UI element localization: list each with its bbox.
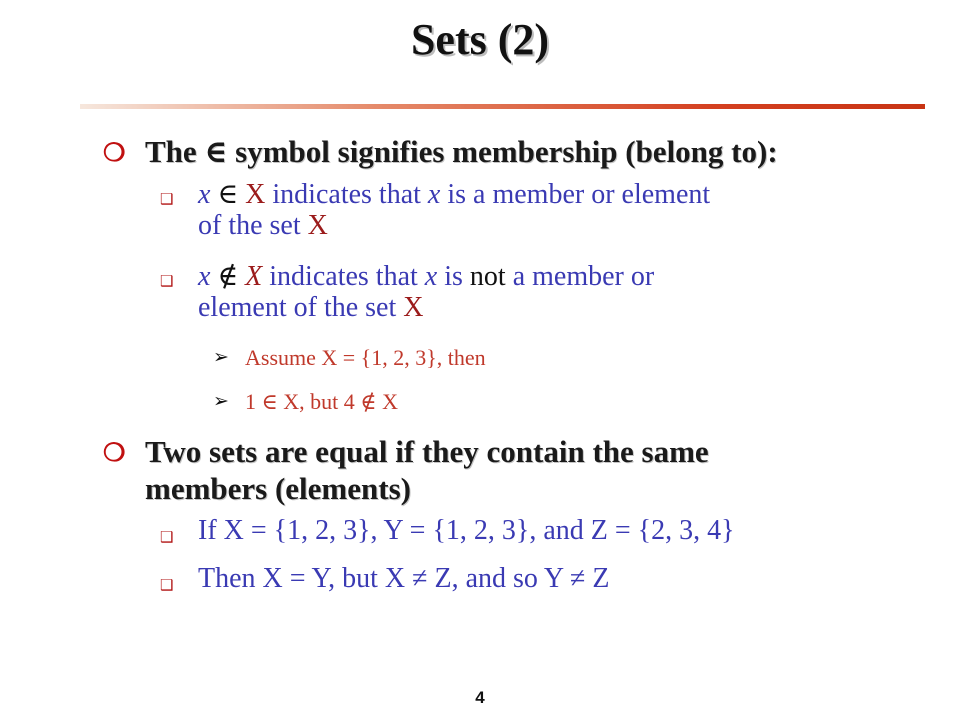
variable-x: x (424, 261, 438, 292)
variable-x: x (198, 179, 211, 210)
example-membership: 1 ∈ X, but 4 ∉ X (245, 389, 398, 414)
set-name: X (403, 292, 424, 323)
title-divider (80, 104, 925, 109)
sub-bullet-then: Then X = Y, but X ≠ Z, and so Y ≠ Z (198, 563, 610, 594)
text-segment: of the set (198, 210, 308, 241)
text-segment: indicates that (265, 179, 428, 210)
slide-title: Sets (2) (410, 15, 550, 64)
sub-bullet-member (198, 177, 710, 211)
set-name: X (307, 210, 328, 241)
variable-x: x (427, 179, 441, 210)
text-segment: is a member or element (440, 179, 711, 210)
sub-bullet-not-member-cont (198, 292, 424, 324)
arrowhead-bullet-icon: ➢ (213, 391, 229, 412)
ring-bullet-icon: ❍ (103, 440, 126, 467)
square-bullet-icon: ❑ (160, 192, 174, 208)
text-segment: a member or (505, 261, 655, 292)
ring-bullet-icon: ❍ (103, 140, 126, 167)
not-element-of-symbol: ∉ (210, 261, 246, 292)
element-of-symbol: ∈ (210, 179, 246, 210)
text-segment: The (145, 134, 205, 169)
sub-bullet-not-member (198, 259, 654, 293)
text-segment: element of the set (198, 292, 404, 323)
example-assume: Assume X = {1, 2, 3}, then (245, 345, 486, 370)
text-segment: is (437, 261, 470, 292)
bullet-membership (145, 134, 778, 170)
set-name: X (245, 261, 263, 292)
arrowhead-bullet-icon: ➢ (213, 347, 229, 368)
square-bullet-icon: ❑ (160, 578, 174, 594)
variable-x: x (198, 261, 211, 292)
square-bullet-icon: ❑ (160, 274, 174, 290)
emphasis-not: not (469, 261, 506, 292)
element-of-symbol: ∈ (204, 134, 228, 169)
set-name: X (245, 179, 266, 210)
bullet-equality-cont: members (elements) (145, 471, 411, 506)
text-segment: indicates that (262, 261, 425, 292)
page-number: 4 (475, 688, 485, 707)
bullet-equality: Two sets are equal if they contain the same (145, 434, 709, 469)
sub-bullet-if: If X = {1, 2, 3}, Y = {1, 2, 3}, and Z = {2, 3, 4} (198, 515, 735, 546)
square-bullet-icon: ❑ (160, 530, 174, 546)
text-segment: symbol signifies membership (belong to): (227, 134, 778, 169)
sub-bullet-member-cont (198, 210, 328, 242)
